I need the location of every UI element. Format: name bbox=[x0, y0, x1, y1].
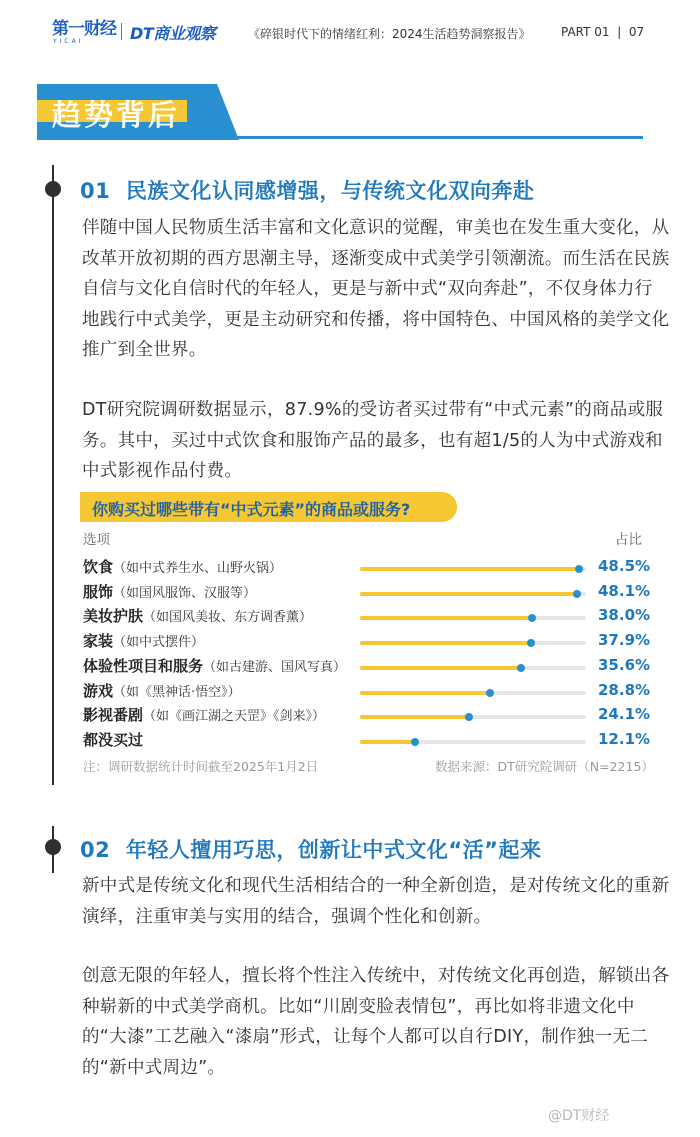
chart-category-label bbox=[83, 655, 346, 676]
chart-bar-track bbox=[360, 641, 586, 645]
category-name: 都没买过 bbox=[83, 730, 144, 749]
chart-category-label bbox=[83, 680, 241, 701]
chart-title: 你购买过哪些带有“中式元素”的商品或服务? bbox=[92, 500, 411, 519]
chart-bar-marker bbox=[411, 738, 419, 746]
category-name: 游戏 bbox=[83, 681, 114, 700]
dt-logo: DT商业观察 bbox=[130, 24, 216, 43]
category-name: 美妆护肤 bbox=[83, 607, 144, 626]
chart-bar bbox=[360, 691, 490, 695]
chart-bar-marker bbox=[517, 664, 525, 672]
chart-bar-marker bbox=[486, 689, 494, 697]
chart-bar-marker bbox=[573, 590, 581, 598]
chart-bar-marker bbox=[528, 614, 536, 622]
yicai-logo-sub: YICAI bbox=[53, 38, 84, 45]
page-header bbox=[0, 0, 700, 64]
chart-bar bbox=[360, 715, 469, 719]
chart-value-label: 48.5% bbox=[598, 557, 651, 575]
chart-row bbox=[83, 655, 651, 679]
category-example: （如古建游、国风写真） bbox=[203, 659, 347, 675]
chart-category-label bbox=[83, 556, 282, 577]
chart-bar bbox=[360, 592, 577, 596]
logo-divider bbox=[121, 23, 122, 40]
chart-bar-track bbox=[360, 616, 586, 620]
report-title: 《碎银时代下的情绪红利：2024生活趋势洞察报告》 bbox=[248, 27, 531, 41]
chart-value-label: 48.1% bbox=[598, 581, 651, 600]
chart-value-label: 37.9% bbox=[598, 631, 651, 650]
category-name: 服饰 bbox=[83, 582, 114, 601]
chart-category-label bbox=[83, 581, 256, 602]
category-example: （如中式摆件） bbox=[113, 635, 205, 651]
section-2-title: 02 年轻人擅用巧思，创新让中式文化“活”起来 bbox=[80, 838, 542, 862]
chart-bar-track bbox=[360, 691, 586, 695]
chart-bar bbox=[360, 666, 521, 670]
category-example: （如中式养生水、山野火锅） bbox=[113, 561, 283, 576]
chart-bar bbox=[360, 567, 579, 571]
chart-category-label bbox=[83, 729, 143, 750]
chart-row bbox=[83, 630, 651, 654]
category-name: 影视番剧 bbox=[83, 706, 144, 725]
chart-category-label bbox=[83, 605, 312, 626]
chart-row bbox=[83, 605, 651, 629]
category-name: 体验性项目和服务 bbox=[83, 656, 204, 675]
category-name: 家装 bbox=[83, 632, 114, 651]
chart-row bbox=[83, 680, 651, 704]
chart-bar bbox=[360, 641, 531, 645]
category-example: （如国风服饰、汉服等） bbox=[113, 585, 257, 601]
chart-value-label: 38.0% bbox=[598, 606, 651, 625]
category-name: 饮食 bbox=[83, 558, 114, 576]
part-indicator: PART 01 | 07 bbox=[561, 25, 645, 39]
chart-column-option: 选项 bbox=[83, 532, 110, 548]
chart-bar-marker bbox=[575, 565, 583, 573]
banner-title: 趋势背后 bbox=[52, 98, 181, 132]
chart-note: 注：调研数据统计时间截至2025年1月2日 bbox=[83, 759, 319, 774]
chart-column-share: 占比 bbox=[615, 532, 642, 548]
chart-source: 数据来源：DT研究院调研（N=2215） bbox=[435, 759, 654, 774]
section-2-paragraph-1: 新中式是传统文化和现代生活相结合的一种全新创造，是对传统文化的重新演绎，注重审美与实用的结合，强调个性化和创新。 bbox=[82, 876, 670, 927]
section-1-title: 01 民族文化认同感增强，与传统文化双向奔赴 bbox=[80, 179, 535, 203]
chart-row bbox=[83, 729, 651, 753]
category-example: （如《黑神话·悟空》） bbox=[113, 684, 241, 700]
chart-bar-track bbox=[360, 740, 586, 744]
category-example: （如国风美妆、东方调香薰） bbox=[143, 610, 313, 626]
chart-value-label: 35.6% bbox=[598, 655, 651, 674]
section-1-paragraph-2: DT研究院调研数据显示，87.9%的受访者买过带有“中式元素”的商品或服务。其中，买过中式饮食和服饰产品的最多，也有超1/5的人为中式游戏和中式影视作品付费。 bbox=[82, 400, 664, 482]
chart-row bbox=[83, 556, 651, 580]
section-2-paragraph-2: 创意无限的年轻人，擅长将个性注入传统中，对传统文化再创造，解锁出各种崭新的中式美学商机。比如“川剧变脸表情包”，再比如将非遗文化中的“大漆”工艺融入“漆扇”形式，让每个人都可以自行DIY，制作独一无二的“新中式周边”。 bbox=[82, 966, 670, 1078]
chart-bar bbox=[360, 616, 532, 620]
chart-row bbox=[83, 704, 651, 728]
chart-bar-track bbox=[360, 666, 586, 670]
chart-bar-track bbox=[360, 715, 586, 719]
chart-category-label bbox=[83, 630, 204, 651]
chart-bar-track bbox=[360, 567, 586, 571]
chart-bar-marker bbox=[527, 639, 535, 647]
chart-category-label bbox=[83, 704, 325, 725]
chart-bar bbox=[360, 740, 415, 744]
timeline-line bbox=[52, 195, 54, 785]
timeline-line bbox=[52, 853, 54, 873]
yicai-logo: 第一财经 bbox=[52, 19, 116, 39]
category-example: （如《画江湖之天罡》《剑来》） bbox=[143, 709, 326, 725]
banner-underline bbox=[217, 136, 643, 139]
chart-bar-marker bbox=[465, 713, 473, 721]
section-1-paragraph-1: 伴随中国人民物质生活丰富和文化意识的觉醒，审美也在发生重大变化，从改革开放初期的西方思潮主导，逐渐变成中式美学引领潮流。而生活在民族自信与文化自信时代的年轻人，更是与新中式“双向奔赴”，不仅身体力行地践行中式美学，更是主动研究和传播，将中国特色、中国风格的美学文化推广到全世界。 bbox=[82, 218, 670, 361]
chart-bar-track bbox=[360, 592, 586, 596]
chart-value-label: 28.8% bbox=[598, 680, 651, 699]
weibo-watermark: @DT财经 bbox=[548, 1108, 610, 1124]
chart-row bbox=[83, 581, 651, 605]
chart-value-label: 12.1% bbox=[598, 729, 651, 748]
chart-value-label: 24.1% bbox=[598, 705, 651, 724]
